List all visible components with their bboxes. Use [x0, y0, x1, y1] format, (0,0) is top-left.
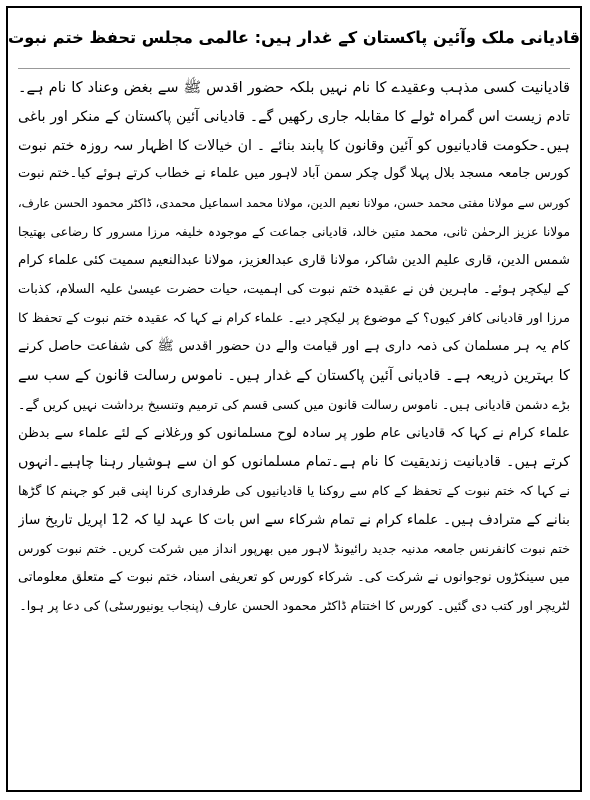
article-line: بنانے کے مترادف ہیں۔ علماء کرام نے تمام شرکاء سے اس بات کا عہد لیا کہ 12 اپریل تاریخ ساز [18, 511, 570, 528]
article-line: کے لیکچر ہوئے۔ ماہرین فن نے عقیدہ ختم نبوت کی اہمیت، حیات حضرت عیسیٰ علیہ السلام، کذبات [18, 281, 570, 297]
article-line: کورس جامعہ مسجد بلال پہلا گول چکر سمن آباد لاہور میں علماء نے خطاب کرتے ہوئے کیا۔ختم نبوت [18, 166, 570, 182]
article-line: کا بہترین ذریعہ ہے۔ قادیانی آئین پاکستان کے غدار ہیں۔ ناموس رسالت قانون کے سب سے [18, 366, 570, 384]
article-line: ختم نبوت کانفرنس جامعہ مدنیہ جدید رائیونڈ لاہور میں بھرپور انداز میں شرکت کریں۔ ختم نبوت کورس [18, 540, 570, 556]
article-line: میں سینکڑوں نوجوانوں نے شرکت کی۔ شرکاء کورس کو تعریفی اسناد، ختم نبوت کے متعلق معلوماتی [18, 569, 570, 585]
article-line: علماء کرام نے کہا کہ قادیانی عام طور پر سادہ لوح مسلمانوں کو ورغلانے کے لئے علماء سے بدظن [18, 425, 570, 441]
article-line: تادم زیست اس گمراہ ٹولے کا مقابلہ جاری رکھیں گے۔ قادیانی آئین پاکستان کے منکر اور باغی [18, 108, 570, 125]
article-line: کورس سے مولانا مفتی محمد حسن، مولانا نعیم الدین، مولانا محمد اسماعیل محمدی، ڈاکٹر محمود الحسن عارف، [18, 196, 570, 211]
article-line: لٹریچر اور کتب دی گئیں۔ کورس کا اختتام ڈاکٹر محمود الحسن عارف (پنجاب یونیورسٹی) کی دعا پر ہوا۔ [19, 598, 570, 614]
article-line: شمس الدین، قاری علیم الدین شاکر، مولانا قاری عبدالعزیز، مولانا عبدالنعیم سمیت کئی علماء کرام [18, 252, 570, 268]
article-line: مرزا اور قادیانی کافر کیوں؟ کے موضوع پر لیکچر دیے۔ علماء کرام نے کہا کہ عقیدہ ختم نبوت کے تحفظ کا [18, 310, 570, 326]
article-line: ہیں۔حکومت قادیانیوں کو آئین وقانون کا پابند بنائے ۔ ان خیالات کا اظہار سہ روزہ ختم نبوت [18, 137, 570, 154]
article-line: بڑے دشمن قادیانی ہیں۔ ناموس رسالت قانون میں کسی قسم کی ترمیم وتنسیخ برداشت نہیں کریں گے۔ [18, 396, 570, 412]
article-body [18, 74, 570, 784]
headline: قادیانی ملک وآئین پاکستان کے غدار ہیں: عالمی مجلس تحفظ ختم نبوت [8, 27, 580, 47]
article-line: قادیانیت کسی مذہب وعقیدے کا نام نہیں بلکہ حضور اقدس ﷺ سے بغض وعناد کا نام ہے۔ [18, 79, 570, 96]
headline-divider [18, 68, 570, 69]
article-line: مولانا عزیز الرحمٰن ثانی، محمد متین خالد، قادیانی جماعت کے موجودہ خلیفہ مرزا مسرور کا رضاعی بھتیجا [18, 224, 570, 239]
newspaper-clipping [6, 6, 582, 792]
article-line: نے کہا کہ ختم نبوت کے تحفظ کے کام سے روکنا یا قادیانیوں کی طرفداری کرنا اپنی قبر کو جہنم کا گڑھا [18, 483, 570, 499]
article-line: کام یہ ہر مسلمان کی ذمہ داری ہے اور قیامت والے دن حضور اقدس ﷺ کی شفاعت حاصل کرنے [18, 339, 570, 355]
article-line: کرتے ہیں۔ قادیانیت زندیقیت کا نام ہے۔تمام مسلمانوں کو ان سے ہوشیار رہنا چاہیے۔انہوں [18, 454, 570, 471]
